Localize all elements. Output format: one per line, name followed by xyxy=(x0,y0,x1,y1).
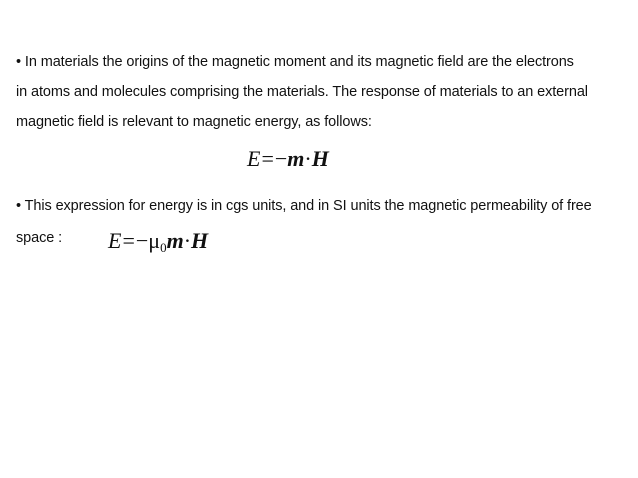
paragraph-2-line-1: • This expression for energy is in cgs units, and in SI units the magnetic permeability of free xyxy=(16,198,592,214)
paragraph-2-line-2: space : xyxy=(16,230,63,246)
eq1-energy-symbol: E xyxy=(247,146,261,171)
eq1-dot: · xyxy=(304,146,312,171)
paragraph-1-line-1: • In materials the origins of the magnetic moment and its magnetic field are the electrons xyxy=(16,54,574,70)
eq2-dot: · xyxy=(183,228,192,253)
eq1-field-symbol: H xyxy=(311,146,329,171)
equation-cgs-magnetic-energy xyxy=(247,147,329,171)
eq1-equals: = xyxy=(261,146,274,171)
paragraph-1-line-3: magnetic field is relevant to magnetic energy, as follows: xyxy=(16,114,372,130)
eq2-mu-symbol: μ xyxy=(148,228,161,253)
eq2-energy-symbol: E xyxy=(108,228,122,253)
eq1-minus: − xyxy=(274,146,288,171)
eq2-minus: − xyxy=(135,228,149,253)
paragraph-1-line-2: in atoms and molecules comprising the materials. The response of materials to an external xyxy=(16,84,588,100)
eq2-equals: = xyxy=(122,228,135,253)
eq2-mu-subscript: 0 xyxy=(160,240,167,255)
eq2-field-symbol: H xyxy=(191,228,209,253)
eq2-moment-symbol: m xyxy=(166,228,184,253)
equation-si-magnetic-energy xyxy=(108,229,208,260)
eq1-moment-symbol: m xyxy=(287,146,305,171)
